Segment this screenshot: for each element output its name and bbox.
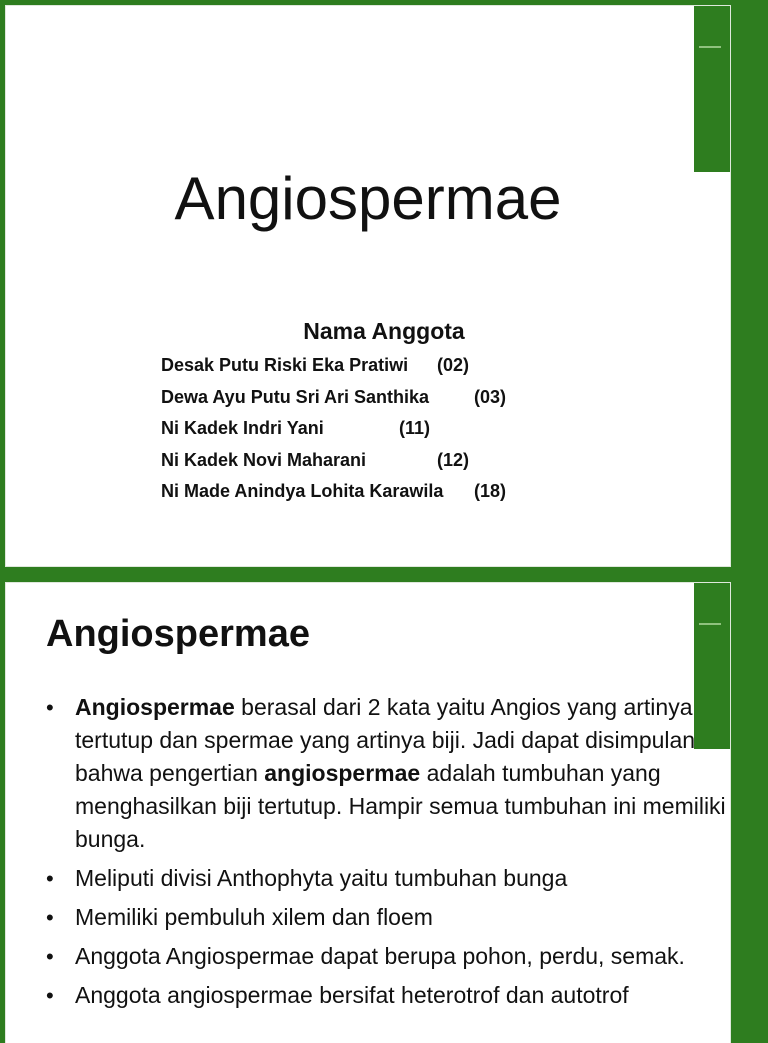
member-name: Desak Putu Riski Eka Pratiwi [161,355,409,375]
slide-title: Angiospermae [46,613,310,655]
member-name: Ni Made Anindya Lohita Karawila [161,481,444,501]
bold-term: Angiospermae [75,694,235,720]
bullet-item [46,691,726,856]
bullet-item: • Meliputi divisi Anthophyta yaitu tumbuhan bunga [46,862,726,895]
bold-term: angiospermae [264,760,421,786]
member-number: (02) [437,355,470,375]
bullet-item: • Memiliki pembuluh xilem dan floem [46,901,726,934]
member-number: (12) [437,449,470,470]
bullet-item: • Anggota Angiospermae dapat berupa pohon, perdu, semak. [46,940,726,973]
title-slide [6,6,730,566]
slide-title: Angiospermae [174,165,562,232]
member-number: (03) [474,386,507,407]
accent-line [699,623,721,625]
bullet-item: • Anggota angiospermae bersifat heterotrof dan autotrof [46,979,726,1012]
members-heading: Nama Anggota [303,318,465,344]
bullet-text: berasal dari 2 kata yaitu Angios yang artinya tertutup dan spermae yang artinya biji. Jadi dapat disimpulan bahwa pengertian [75,694,696,786]
accent-line [699,46,721,48]
member-name: Dewa Ayu Putu Sri Ari Santhika [161,386,430,407]
member-name: Ni Kadek Indri Yani [161,418,324,438]
content-slide [6,583,730,1043]
member-number: (11) [399,418,431,438]
bullet-list [46,691,726,1018]
member-number: (18) [474,481,507,501]
slide-accent-bar [694,6,730,172]
bullet-text: adalah tumbuhan yang menghasilkan biji tertutup. Hampir semua tumbuhan ini memiliki bunga. [75,760,726,852]
member-name: Ni Kadek Novi Maharani [161,449,367,470]
